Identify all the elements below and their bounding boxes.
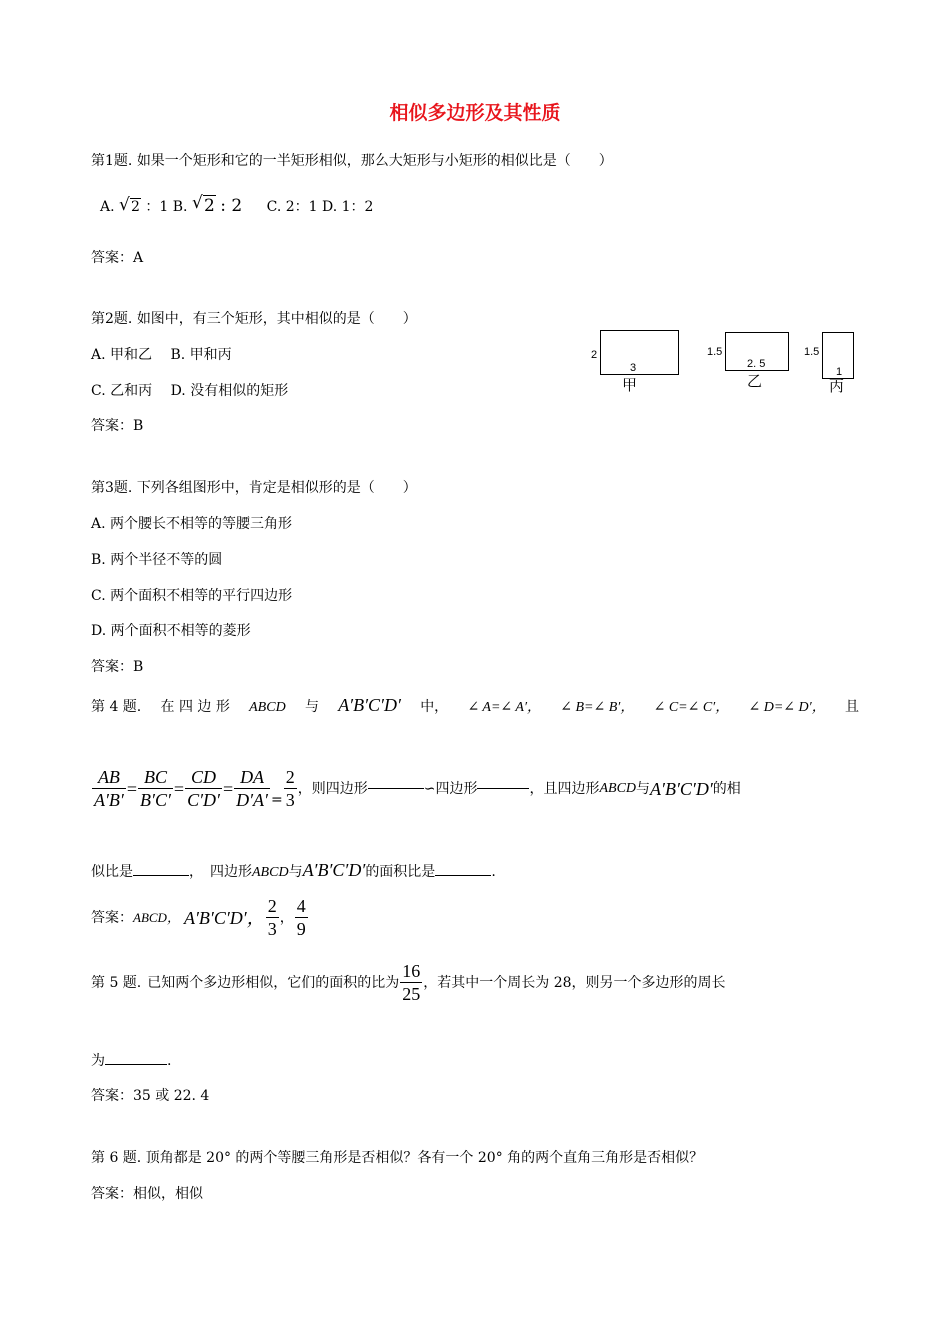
angle-b-equality: ∠ B=∠ B′，	[560, 700, 635, 715]
text-wei: 为	[91, 1053, 105, 1069]
conj-zhong: 中，	[420, 699, 449, 715]
sqrt-symbol: √ 2	[191, 193, 215, 216]
conj-yu: 与	[304, 699, 319, 715]
question-text: 顶角都是 20° 的两个等腰三角形是否相似？各有一个 20° 角的两个直角三角形是否相似？	[145, 1150, 704, 1166]
rectangle-yi-height: 1.5	[707, 346, 723, 358]
rectangles-figure	[590, 330, 870, 400]
equals-sign: =	[126, 778, 138, 799]
question-6	[91, 1151, 703, 1165]
option-a: A. 两个腰长不相等的等腰三角形	[91, 516, 293, 532]
fraction-ab: $\frac{AB}{A'B'}$	[94, 767, 124, 810]
fraction-16-25: $\frac{16}{25}$	[402, 961, 421, 1004]
equals-sign: =	[173, 778, 185, 799]
answer-quad-2: A′B′C′D′，	[183, 907, 265, 928]
quad-abcd: ABCD	[599, 780, 637, 796]
text-ratio: 似比是	[91, 864, 133, 880]
fraction-da: $\frac{DA}{D'A'}$	[236, 767, 268, 810]
answer-fraction-1: $\frac{2}{3}$	[267, 896, 277, 939]
quad-prime: A′B′C′D′	[338, 695, 401, 715]
answer-3: 答案：B	[91, 659, 144, 675]
question-text-a: 已知两个多边形相似，它们的面积的比为	[147, 974, 400, 991]
question-label: 第 5 题.	[91, 974, 142, 991]
option-b: B. 两个半径不等的圆	[91, 552, 223, 568]
blank-1[interactable]	[368, 788, 424, 789]
question-text: 下列各组图形中，肯定是相似形的是（ ）	[136, 480, 417, 496]
page-title: 相似多边形及其性质	[389, 102, 561, 124]
fraction-bc: $\frac{BC}{B'C'}$	[140, 767, 171, 810]
question-5	[91, 962, 726, 1003]
text-quad: ， 四边形	[189, 864, 252, 880]
text-xiang: 的相	[712, 780, 741, 797]
blank-3[interactable]	[133, 875, 189, 876]
text-then: ，则四边形	[297, 780, 368, 797]
question-label: 第 6 题.	[91, 1150, 142, 1166]
question-4-line-2	[91, 768, 741, 809]
conj-qie: 且	[844, 699, 859, 715]
angle-c-equality: ∠ C=∠ C′，	[653, 700, 730, 715]
question-4-line-1	[91, 696, 859, 715]
blank-4[interactable]	[435, 875, 491, 876]
rectangle-yi-name: 乙	[747, 373, 763, 390]
answer-separator: ，	[279, 909, 294, 926]
period: .	[167, 1053, 172, 1069]
period: .	[491, 864, 496, 880]
rectangle-jia	[600, 330, 679, 375]
answer-4	[91, 897, 309, 938]
question-label: 第 4 题.	[91, 699, 142, 715]
question-5-line-2	[91, 1054, 171, 1068]
equals-sign: =	[222, 778, 234, 799]
text-and: ，且四边形	[529, 780, 600, 797]
radicand: 2	[131, 199, 140, 215]
question-label: 第1题.	[91, 153, 133, 169]
rectangle-bing-height: 1.5	[804, 346, 820, 358]
conj-yu: 与	[636, 780, 651, 797]
answer-5: 答案：35 或 22. 4	[91, 1088, 210, 1104]
radicand: 2	[203, 196, 215, 216]
option-b-rest: : 2	[220, 196, 243, 216]
rectangle-jia-width: 3	[630, 362, 637, 374]
fraction-cd: $\frac{CD}{C'D'}$	[187, 767, 220, 810]
text-area-ratio: 的面积比是	[365, 864, 436, 880]
answer-fraction-2: $\frac{4}{9}$	[296, 896, 306, 939]
blank-2[interactable]	[477, 788, 529, 789]
angle-a-equality: ∠ A=∠ A′，	[467, 700, 542, 715]
quad-abcd: ABCD	[252, 865, 289, 880]
rectangle-bing-width: 1	[836, 366, 843, 378]
quad-prime: A′B′C′D′	[650, 778, 713, 799]
angle-d-equality: ∠ D=∠ D′，	[748, 700, 826, 715]
answer-1: 答案：A	[91, 250, 144, 266]
answer-label: 答案：	[91, 909, 133, 926]
blank-5[interactable]	[105, 1064, 167, 1065]
options-c-d: C. 2：1 D. 1：2	[266, 199, 374, 215]
quad-prime: A′B′C′D′	[302, 860, 366, 880]
question-1-options	[100, 193, 374, 216]
option-a-prefix: A.	[100, 199, 115, 215]
question-2-options-ab: A. 甲和乙 B. 甲和丙	[91, 347, 232, 363]
rectangle-bing-name: 丙	[829, 378, 845, 395]
question-label: 第3题.	[91, 480, 133, 496]
question-text: 如图中，有三个矩形，其中相似的是（ ）	[136, 311, 417, 327]
text-similar: ∽四边形	[423, 780, 478, 797]
question-text: 如果一个矩形和它的一半矩形相似，那么大矩形与小矩形的相似比是（ ）	[136, 153, 613, 169]
question-4-line-3	[91, 861, 496, 880]
rectangle-yi-width: 2. 5	[747, 358, 766, 370]
sqrt-symbol: √ 2	[119, 195, 140, 215]
question-text-b: ，若其中一个周长为 28，则另一个多边形的周长	[423, 974, 726, 991]
option-a-rest: ：1 B.	[145, 199, 188, 215]
question-label: 第2题.	[91, 311, 133, 327]
option-d: D. 两个面积不相等的菱形	[91, 623, 251, 639]
fraction-two-thirds: $\frac{2}{3}$	[285, 767, 295, 810]
equals-sign: =	[271, 792, 283, 808]
answer-quad-1: ABCD，	[133, 910, 180, 925]
option-c: C. 两个面积不相等的平行四边形	[91, 588, 293, 604]
question-1	[91, 154, 613, 168]
question-2-options-cd: C. 乙和丙 D. 没有相似的矩形	[91, 383, 289, 399]
question-intro: 在 四 边 形	[160, 699, 230, 715]
quad-abcd: ABCD	[249, 700, 286, 715]
answer-6: 答案：相似，相似	[91, 1186, 203, 1202]
answer-2: 答案：B	[91, 418, 144, 434]
rectangle-jia-name: 甲	[622, 377, 638, 394]
question-2	[91, 312, 417, 326]
question-3	[91, 481, 417, 495]
conj-yu: 与	[288, 864, 303, 880]
rectangle-jia-height: 2	[591, 349, 598, 361]
